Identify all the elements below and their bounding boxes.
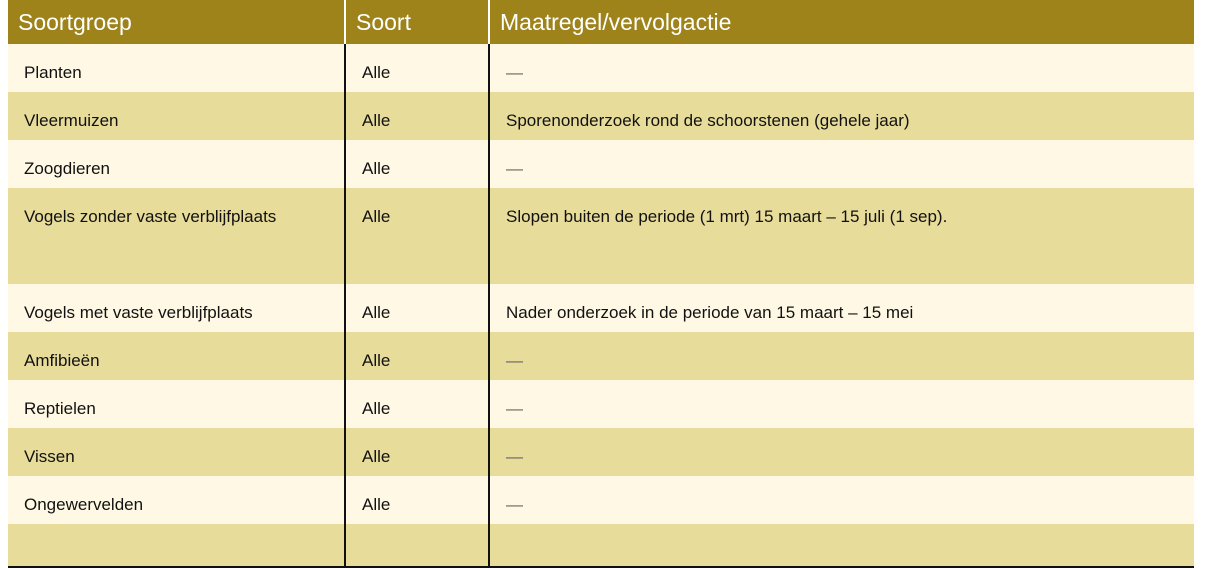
cell-action: —	[489, 428, 1194, 476]
cell-species: Alle	[345, 140, 489, 188]
cell-species: Alle	[345, 284, 489, 332]
table-row	[8, 44, 1194, 92]
cell-species: Alle	[345, 44, 489, 92]
cell-group: Reptielen	[8, 380, 345, 428]
cell-action: —	[489, 44, 1194, 92]
cell-group: Vleermuizen	[8, 92, 345, 140]
cell-group: Vogels met vaste verblijfplaats	[8, 284, 345, 332]
table-row	[8, 92, 1194, 140]
header-soort: Soort	[345, 0, 489, 44]
cell-species: Alle	[345, 380, 489, 428]
species-measures-table	[8, 0, 1194, 568]
cell-group: Ongewervelden	[8, 476, 345, 524]
cell-action: —	[489, 476, 1194, 524]
cell-group: Vogels zonder vaste verblijfplaats	[8, 188, 345, 284]
cell-action: Nader onderzoek in de periode van 15 maart – 15 mei	[489, 284, 1194, 332]
cell-action: —	[489, 332, 1194, 380]
cell-group: Amfibieën	[8, 332, 345, 380]
table-row	[8, 332, 1194, 380]
table-row	[8, 284, 1194, 332]
species-measures-table-container	[8, 0, 1194, 568]
cell-action: Sporenonderzoek rond de schoorstenen (gehele jaar)	[489, 92, 1194, 140]
header-soortgroep: Soortgroep	[8, 0, 345, 44]
cell-species: Alle	[345, 428, 489, 476]
cell-species: Alle	[345, 332, 489, 380]
table-row	[8, 380, 1194, 428]
table-row	[8, 476, 1194, 524]
table-header-row	[8, 0, 1194, 44]
cell-group: Vissen	[8, 428, 345, 476]
table-row	[8, 428, 1194, 476]
cell-group: Planten	[8, 44, 345, 92]
cell-species: Alle	[345, 476, 489, 524]
cell-species: Alle	[345, 188, 489, 284]
cell-action: Slopen buiten de periode (1 mrt) 15 maart – 15 juli (1 sep).	[489, 188, 1194, 284]
cell-group: Zoogdieren	[8, 140, 345, 188]
header-maatregel: Maatregel/vervolgactie	[489, 0, 1194, 44]
cell-action: —	[489, 380, 1194, 428]
cell-species: Alle	[345, 92, 489, 140]
table-row	[8, 188, 1194, 284]
table-row	[8, 140, 1194, 188]
cell-action: —	[489, 140, 1194, 188]
